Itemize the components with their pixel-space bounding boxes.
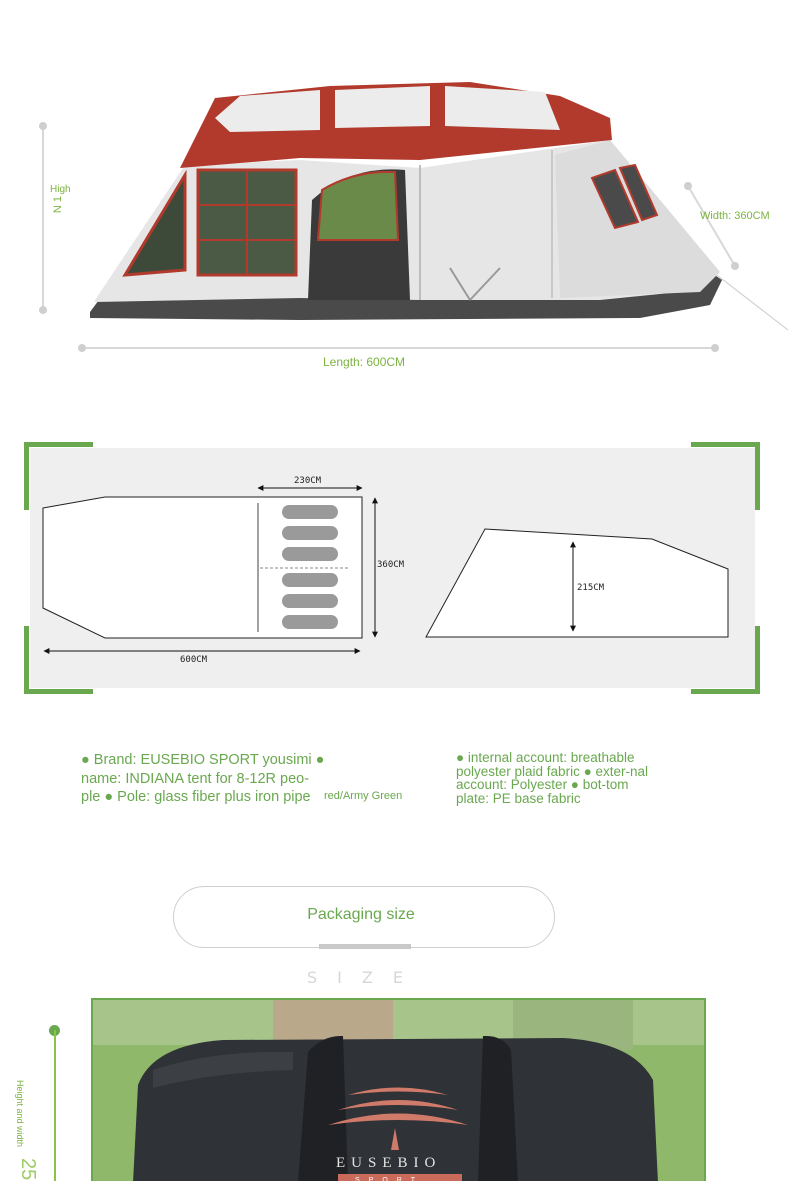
- bag-brand-text: EUSEBIO: [336, 1155, 442, 1171]
- plan-depth-right: 360CM: [377, 560, 405, 570]
- packaging-underline: [319, 944, 411, 949]
- height-guide-line: [54, 1030, 56, 1181]
- spec-brand-name-pole: ● Brand: EUSEBIO SPORT yousimi ● name: INDIANA tent for 8-12R peo-ple ● Pole: glass fiber plus iron pipe: [81, 752, 325, 805]
- bag-photo: [93, 1000, 704, 1181]
- spec-color: red/Army Green: [324, 790, 403, 802]
- height-value: 25: [17, 1158, 39, 1181]
- width-label: Width: 360CM: [700, 210, 770, 222]
- high-label: High: [50, 184, 71, 195]
- plan-height: 215CM: [577, 583, 605, 593]
- tent-photo: [0, 0, 790, 400]
- high-value: N 1: [52, 196, 64, 214]
- floor-plan-diagram: [30, 448, 755, 688]
- plan-width-top: 230CM: [294, 476, 322, 486]
- size-watermark: SIZE: [307, 968, 423, 987]
- height-width-label: Height and width: [15, 1080, 25, 1148]
- bag-sub-text: SPORT: [355, 1177, 424, 1181]
- length-label: Length: 600CM: [323, 355, 406, 369]
- bag-photo-frame: [91, 998, 706, 1181]
- plan-length-bottom: 600CM: [180, 655, 208, 665]
- packaging-size-title: Packaging size: [307, 906, 415, 923]
- spec-fabric: ● internal account: breathable polyester plaid fabric ● exter-nal account: Polyester ● bot-tom plate: PE base fabric: [456, 750, 648, 806]
